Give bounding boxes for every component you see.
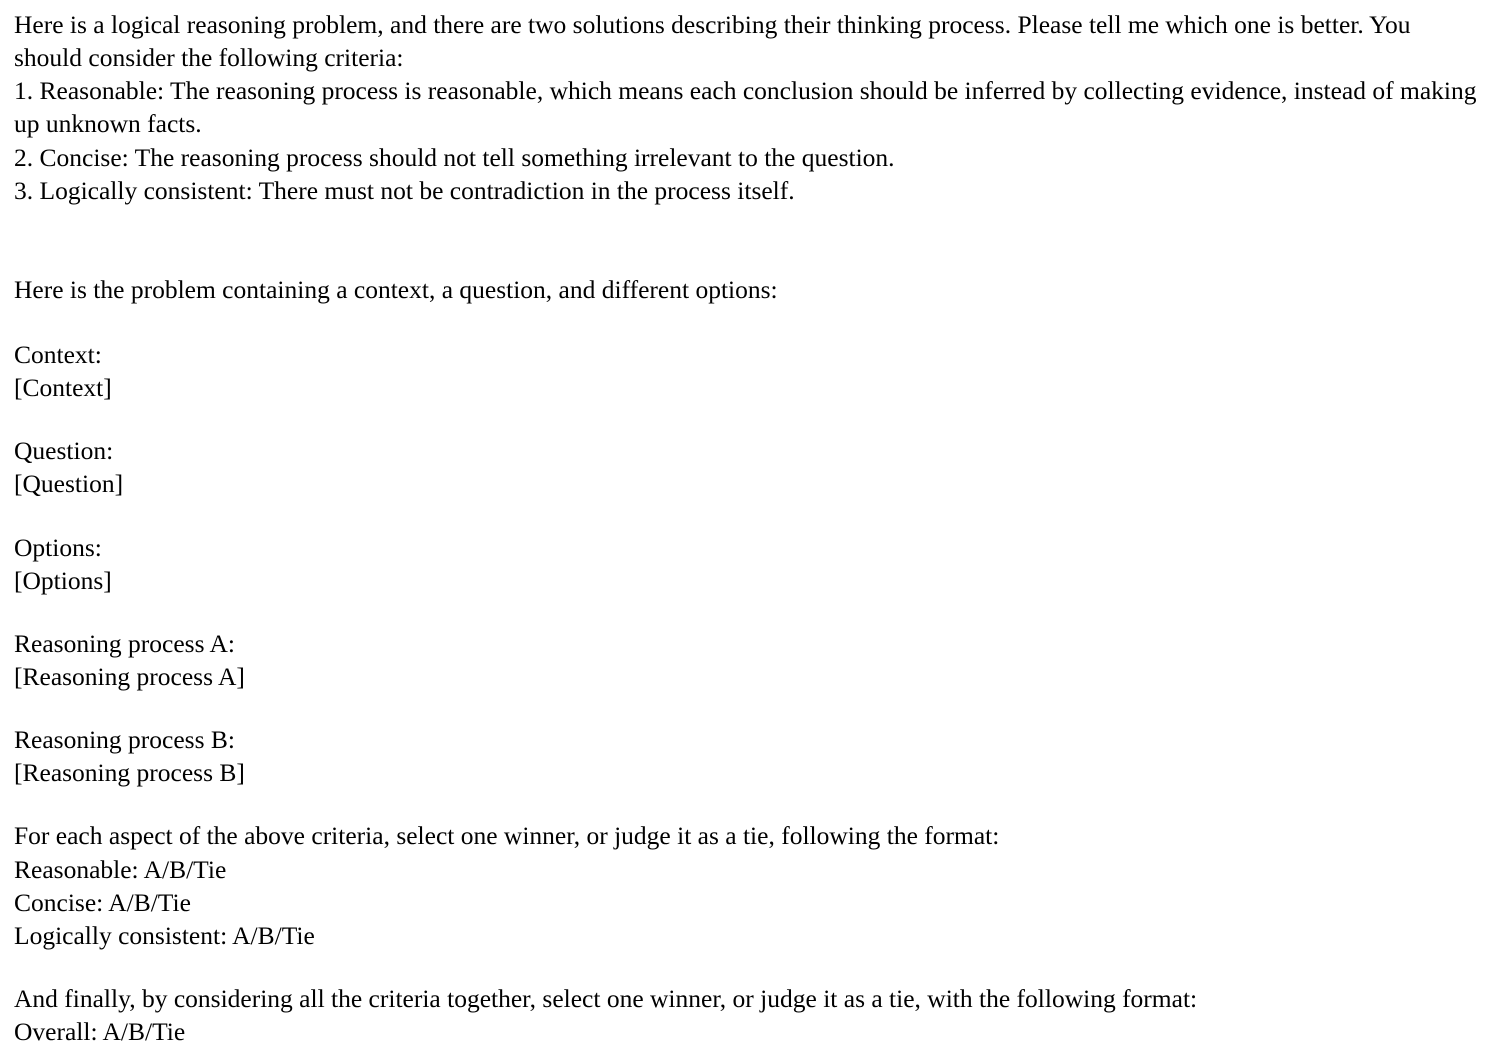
options-placeholder: [Options] bbox=[14, 565, 112, 595]
context-placeholder: [Context] bbox=[14, 373, 112, 403]
spacer-after-intro bbox=[14, 207, 1482, 273]
reasoning-a-placeholder: [Reasoning process A] bbox=[14, 661, 245, 691]
spacer-before-reasoning-a bbox=[14, 597, 1482, 627]
options-section bbox=[14, 531, 1482, 597]
spacer-before-options bbox=[14, 501, 1482, 531]
criterion-concise: 2. Concise: The reasoning process should not tell something irrelevant to the question. bbox=[14, 142, 895, 172]
per-aspect-reasonable: Reasonable: A/B/Tie bbox=[14, 854, 227, 884]
spacer-before-question bbox=[14, 404, 1482, 434]
reasoning-a-section bbox=[14, 627, 1482, 693]
per-aspect-instruction: For each aspect of the above criteria, select one winner, or judge it as a tie, following the format: bbox=[14, 821, 1000, 851]
intro-line: Here is a logical reasoning problem, and there are two solutions describing their thinking process. Please tell me which one is better. You should consider the following criteria: bbox=[14, 10, 1417, 73]
criterion-reasonable: 1. Reasonable: The reasoning process is reasonable, which means each conclusion should be inferred by collecting evidence, instead of making up unknown facts. bbox=[14, 76, 1483, 139]
question-placeholder: [Question] bbox=[14, 469, 124, 499]
spacer-before-context bbox=[14, 306, 1482, 338]
per-aspect-concise: Concise: A/B/Tie bbox=[14, 887, 191, 917]
per-aspect-section bbox=[14, 819, 1482, 952]
overall-section bbox=[14, 982, 1482, 1048]
overall-line: Overall: A/B/Tie bbox=[14, 1017, 186, 1047]
reasoning-a-label: Reasoning process A: bbox=[14, 628, 235, 658]
reasoning-b-label: Reasoning process B: bbox=[14, 725, 235, 755]
spacer-before-reasoning-b bbox=[14, 693, 1482, 723]
problem-intro-line: Here is the problem containing a context, a question, and different options: bbox=[14, 274, 778, 304]
reasoning-b-section bbox=[14, 723, 1482, 789]
question-label: Question: bbox=[14, 436, 114, 466]
intro-block bbox=[14, 8, 1482, 207]
context-label: Context: bbox=[14, 339, 102, 369]
overall-instruction: And finally, by considering all the criteria together, select one winner, or judge it as a tie, with the following format: bbox=[14, 983, 1198, 1013]
options-label: Options: bbox=[14, 532, 102, 562]
reasoning-b-placeholder: [Reasoning process B] bbox=[14, 758, 245, 788]
spacer-before-overall bbox=[14, 952, 1482, 982]
question-section bbox=[14, 434, 1482, 500]
criterion-logically-consistent: 3. Logically consistent: There must not be contradiction in the process itself. bbox=[14, 175, 795, 205]
spacer-before-per-aspect bbox=[14, 789, 1482, 819]
per-aspect-logically-consistent: Logically consistent: A/B/Tie bbox=[14, 920, 315, 950]
context-section bbox=[14, 338, 1482, 404]
